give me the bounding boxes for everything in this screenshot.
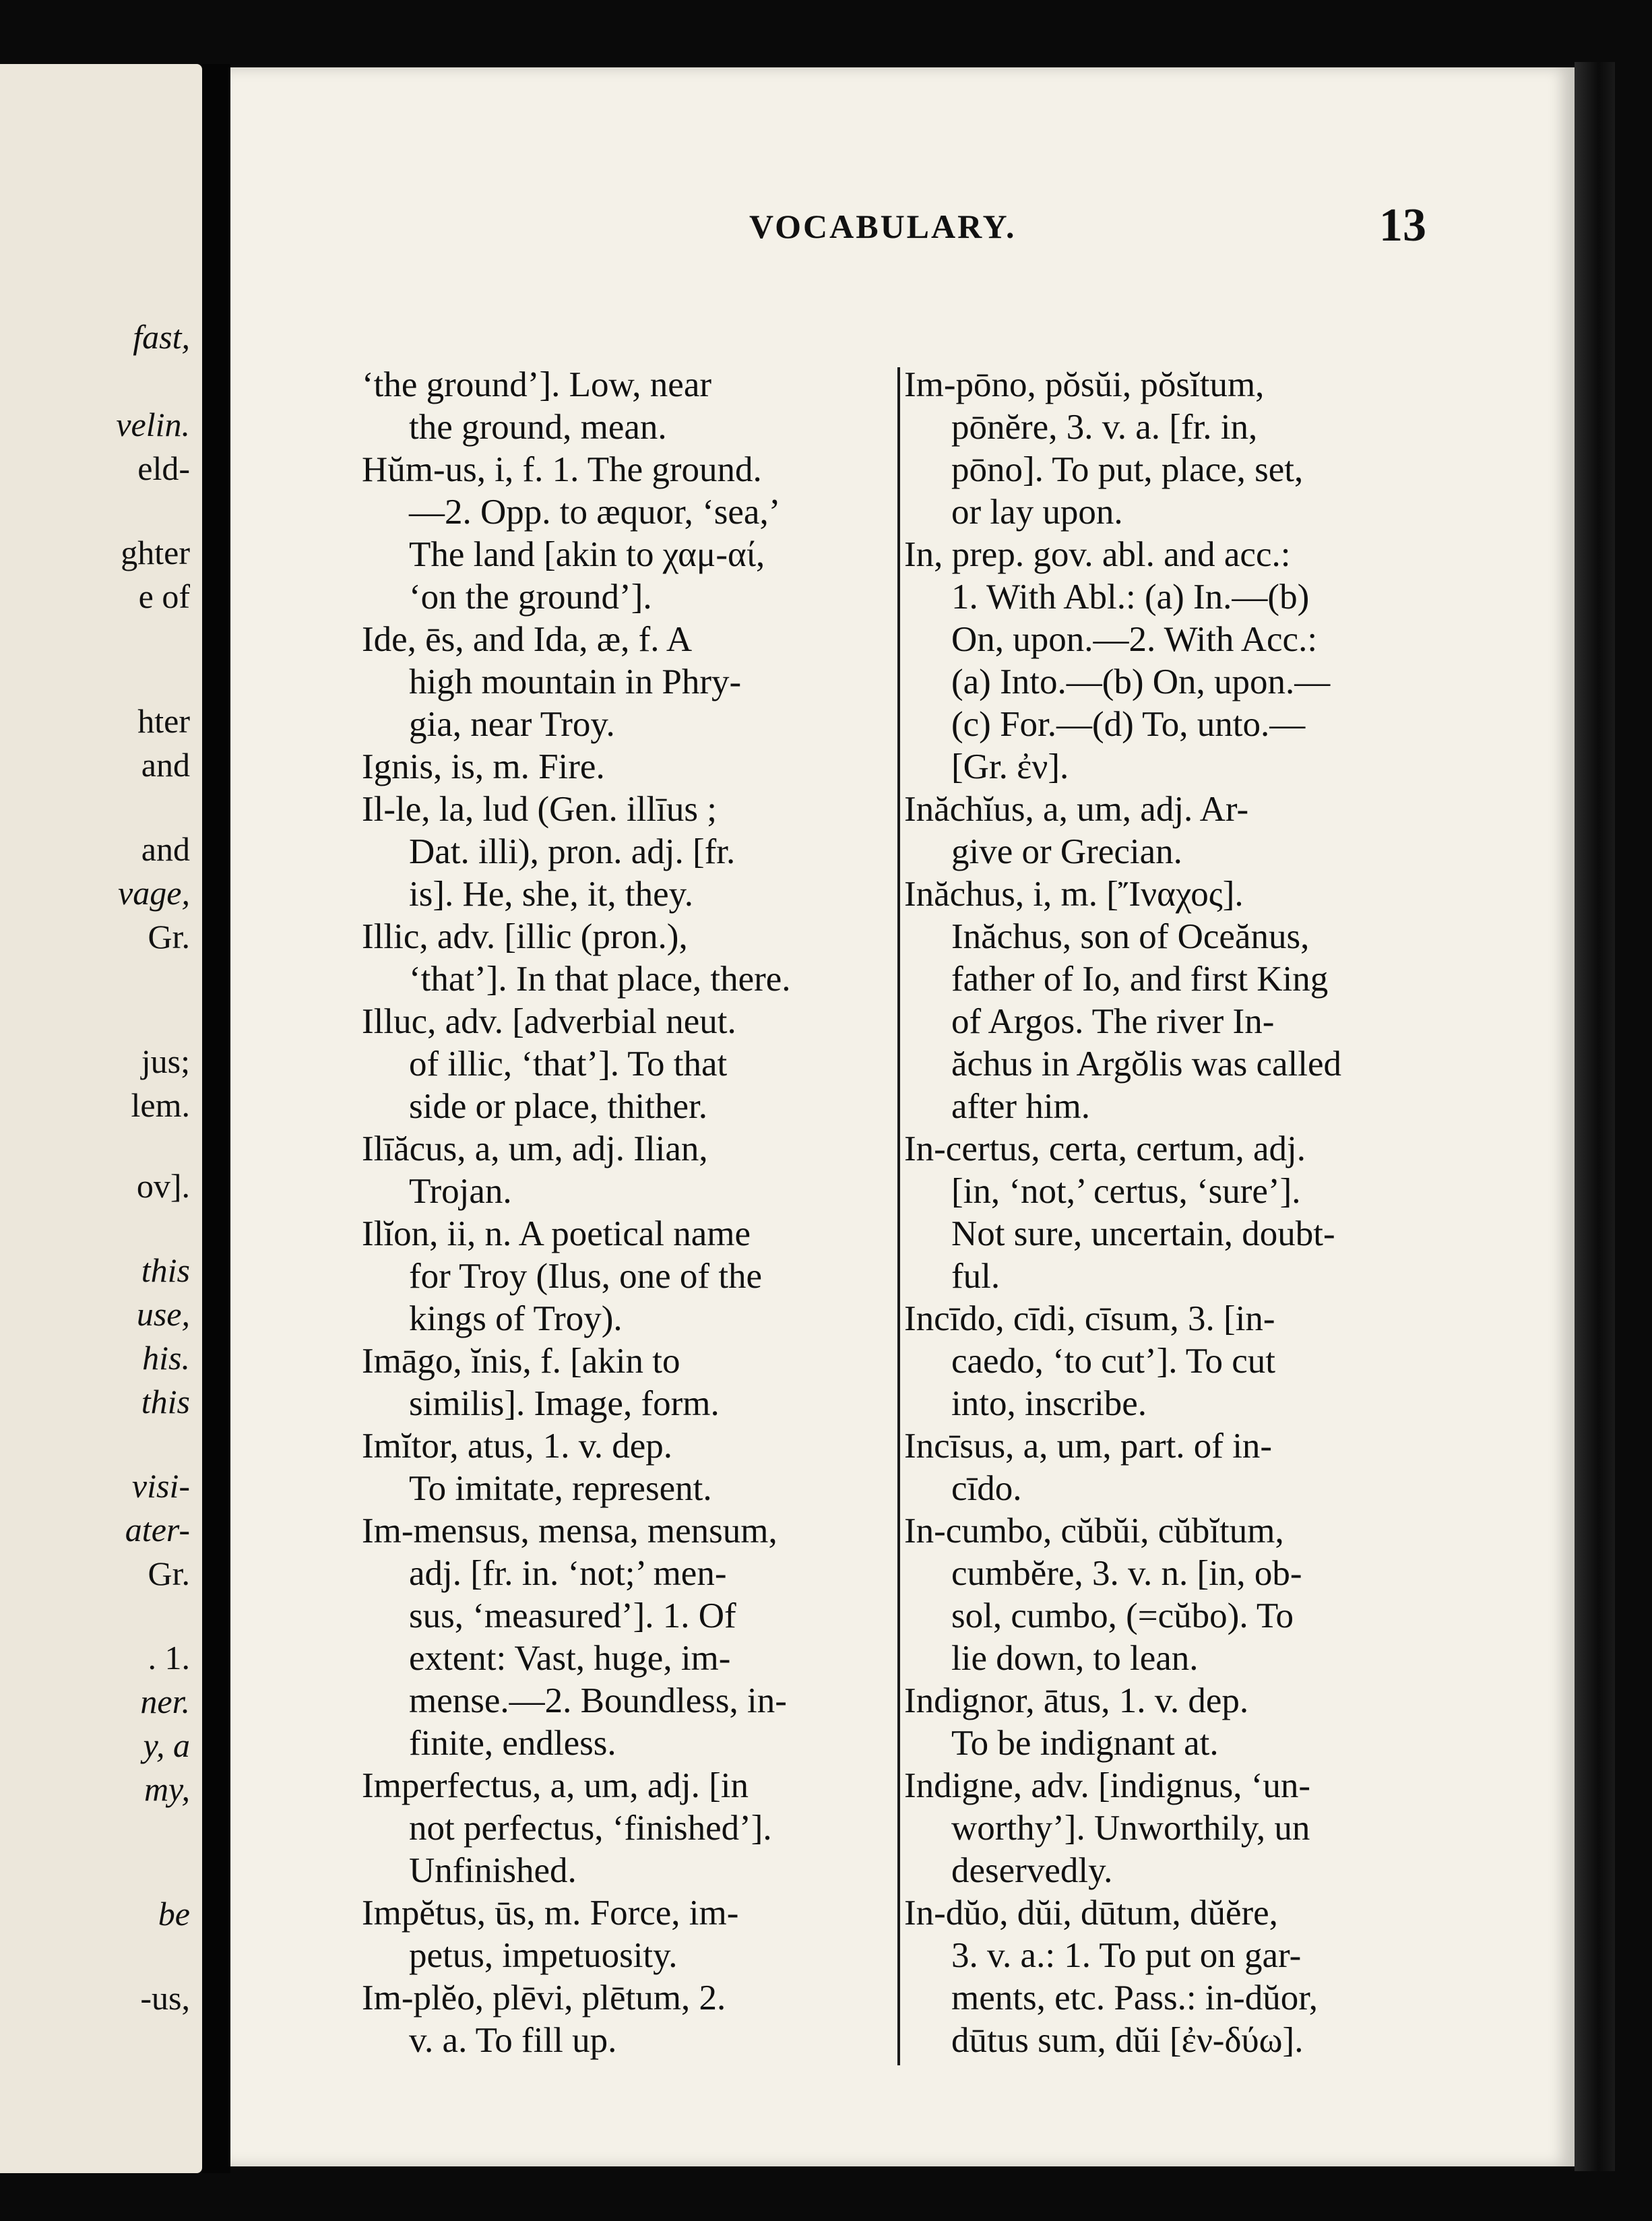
entry-line: for Troy (Ilus, one of the <box>409 1257 763 1296</box>
entry-line: Not sure, uncertain, doubt- <box>951 1214 1335 1253</box>
entry-line: Il-le, la, lud (Gen. illīus ; <box>362 790 717 829</box>
entry-line: kings of Troy). <box>409 1299 623 1338</box>
entry-line: In-certus, certa, certum, adj. <box>904 1129 1306 1168</box>
entry-line: into, inscribe. <box>951 1384 1147 1423</box>
previous-page-fragment: jus; <box>141 1042 190 1080</box>
entry-line: ‘that’]. In that place, there. <box>409 960 791 999</box>
previous-page-fragment: his. <box>142 1339 190 1377</box>
previous-page-fragment: and <box>141 746 190 784</box>
entry-line: cīdo. <box>951 1469 1022 1508</box>
entry-line: Inăchĭus, a, um, adj. Ar- <box>904 790 1249 829</box>
entry-line: Indignor, ātus, 1. v. dep. <box>904 1681 1249 1720</box>
previous-page-fragment: -us, <box>140 1979 190 2017</box>
previous-page-fragment: lem. <box>131 1086 190 1124</box>
previous-page-fragment: be <box>158 1895 190 1933</box>
entry-line: In, prep. gov. abl. and acc.: <box>904 535 1291 574</box>
previous-page-fragment: eld- <box>137 449 190 487</box>
entry-line: Incīdo, cīdi, cīsum, 3. [in- <box>904 1299 1275 1338</box>
previous-page-fragment: this <box>141 1383 190 1420</box>
entry-line: of Argos. The river In- <box>951 1002 1275 1041</box>
entry-line: of illic, ‘that’]. To that <box>409 1044 728 1084</box>
entry-line: On, upon.—2. With Acc.: <box>951 620 1318 659</box>
previous-page-fragment: e of <box>138 577 190 615</box>
entry-line: Trojan. <box>409 1172 512 1211</box>
entry-line: side or place, thither. <box>409 1087 707 1126</box>
entry-line: Im-mensus, mensa, mensum, <box>362 1511 777 1551</box>
entry-line: Dat. illi), pron. adj. [fr. <box>409 832 736 871</box>
entry-line: To imitate, represent. <box>409 1469 712 1508</box>
entry-line: Illic, adv. [illic (pron.), <box>362 917 688 956</box>
entry-line: give or Grecian. <box>951 832 1182 871</box>
entry-line: Ide, ēs, and Ida, æ, f. A <box>362 620 693 659</box>
entry-line: ful. <box>951 1257 1000 1296</box>
entry-line: ‘on the ground’]. <box>409 577 652 617</box>
entry-line: worthy’]. Unworthily, un <box>951 1809 1310 1848</box>
entry-line: lie down, to lean. <box>951 1639 1199 1678</box>
entry-line: father of Io, and first King <box>951 960 1329 999</box>
entry-line: In-cumbo, cŭbŭi, cŭbĭtum, <box>904 1511 1284 1551</box>
entry-line: Imĭtor, atus, 1. v. dep. <box>362 1427 673 1466</box>
entry-line: —2. Opp. to æquor, ‘sea,’ <box>409 493 781 532</box>
page-number: 13 <box>1379 199 1426 251</box>
entry-line: cumbĕre, 3. v. n. [in, ob- <box>951 1554 1302 1593</box>
entry-line: gia, near Troy. <box>409 705 615 744</box>
entry-line: is]. He, she, it, they. <box>409 875 693 914</box>
entry-line: or lay upon. <box>951 493 1123 532</box>
previous-page-fragment: y, a <box>143 1726 190 1764</box>
entry-line: 1. With Abl.: (a) In.—(b) <box>951 577 1310 617</box>
entry-line: ‘the ground’]. Low, near <box>362 365 712 404</box>
entry-line: dūtus sum, dŭi [ἐν-δύω]. <box>951 2021 1304 2060</box>
entry-line: Imperfectus, a, um, adj. [in <box>362 1766 749 1805</box>
entry-line: Inăchus, son of Oceănus, <box>951 917 1310 956</box>
entry-line: v. a. To fill up. <box>409 2021 617 2060</box>
entry-line: similis]. Image, form. <box>409 1384 720 1423</box>
column-divider <box>897 367 900 2065</box>
entry-line: pōnĕre, 3. v. a. [fr. in, <box>951 408 1258 447</box>
vocabulary-page <box>230 67 1575 2166</box>
entry-line: The land [akin to χαμ-αί, <box>409 535 765 574</box>
page-title: VOCABULARY. <box>749 208 1017 245</box>
entry-line: 3. v. a.: 1. To put on gar- <box>951 1936 1302 1975</box>
entry-line: [in, ‘not,’ certus, ‘sure’]. <box>951 1172 1301 1211</box>
entry-line: adj. [fr. in. ‘not;’ men- <box>409 1554 727 1593</box>
entry-line: deservedly. <box>951 1851 1113 1890</box>
entry-line: Illuc, adv. [adverbial neut. <box>362 1002 736 1041</box>
previous-page-fragment: hter <box>137 702 190 740</box>
entry-line: finite, endless. <box>409 1724 616 1763</box>
entry-line: caedo, ‘to cut’]. To cut <box>951 1342 1275 1381</box>
entry-line: Impĕtus, ūs, m. Force, im- <box>362 1894 739 1933</box>
entry-line: sol, cumbo, (=cŭbo). To <box>951 1596 1294 1635</box>
previous-page-fragment: . 1. <box>148 1639 190 1677</box>
previous-page-fragment: ner. <box>140 1683 190 1720</box>
previous-page-fragment: visi- <box>131 1467 190 1505</box>
right-column <box>904 364 1652 2062</box>
entry-line: [Gr. ἐν]. <box>951 747 1069 786</box>
previous-page-fragment: ov]. <box>136 1167 190 1205</box>
previous-page-fragment: fast, <box>133 318 190 356</box>
entry-line: (a) Into.—(b) On, upon.— <box>951 662 1331 701</box>
entry-line: extent: Vast, huge, im- <box>409 1639 731 1678</box>
entry-line: (c) For.—(d) To, unto.— <box>951 705 1306 744</box>
entry-line: Incīsus, a, um, part. of in- <box>904 1427 1273 1466</box>
previous-page-fragment: Gr. <box>148 1555 190 1592</box>
previous-page-fragment: this <box>141 1251 190 1289</box>
previous-page-fragment: my, <box>144 1770 190 1808</box>
entry-line: Ilīăcus, a, um, adj. Ilian, <box>362 1129 708 1168</box>
entry-line: sus, ‘measured’]. 1. Of <box>409 1596 736 1635</box>
entry-line: ments, etc. Pass.: in-dŭor, <box>951 1978 1319 2017</box>
entry-line: Ignis, is, m. Fire. <box>362 747 605 786</box>
entry-line: Imāgo, ĭnis, f. [akin to <box>362 1342 680 1381</box>
previous-page-fragment: ghter <box>121 534 190 571</box>
entry-line: Im-pōno, pŏsŭi, pŏsĭtum, <box>904 365 1265 404</box>
page-edge-shadow <box>1575 62 1615 2171</box>
book-gutter <box>202 64 230 2173</box>
previous-page-fragment: use, <box>136 1295 190 1333</box>
entry-line: Im-plĕo, plēvi, plētum, 2. <box>362 1978 726 2017</box>
entry-line: To be indignant at. <box>951 1724 1219 1763</box>
entry-line: Unfinished. <box>409 1851 577 1890</box>
entry-line: Indigne, adv. [indignus, ‘un- <box>904 1766 1311 1805</box>
entry-line: In-dŭo, dŭi, dūtum, dŭĕre, <box>904 1894 1278 1933</box>
previous-page-fragment: vage, <box>118 874 190 912</box>
entry-line: pōno]. To put, place, set, <box>951 450 1304 489</box>
previous-page-edge <box>0 64 202 2173</box>
entry-line: Inăchus, i, m. [Ἴναχος]. <box>904 875 1244 914</box>
entry-line: petus, impetuosity. <box>409 1936 678 1975</box>
entry-line: mense.—2. Boundless, in- <box>409 1681 787 1720</box>
entry-line: Hŭm-us, i, f. 1. The ground. <box>362 450 762 489</box>
previous-page-fragment: ater- <box>125 1511 190 1549</box>
previous-page-fragment: Gr. <box>148 918 190 956</box>
previous-page-fragment: velin. <box>116 406 190 443</box>
entry-line: the ground, mean. <box>409 408 667 447</box>
entry-line: Ilĭon, ii, n. A poetical name <box>362 1214 751 1253</box>
entry-line: after him. <box>951 1087 1091 1126</box>
entry-line: high mountain in Phry- <box>409 662 742 701</box>
entry-line: ăchus in Argŏlis was called <box>951 1044 1341 1084</box>
running-head <box>230 199 1575 259</box>
previous-page-fragment: and <box>141 830 190 868</box>
entry-line: not perfectus, ‘finished’]. <box>409 1809 772 1848</box>
